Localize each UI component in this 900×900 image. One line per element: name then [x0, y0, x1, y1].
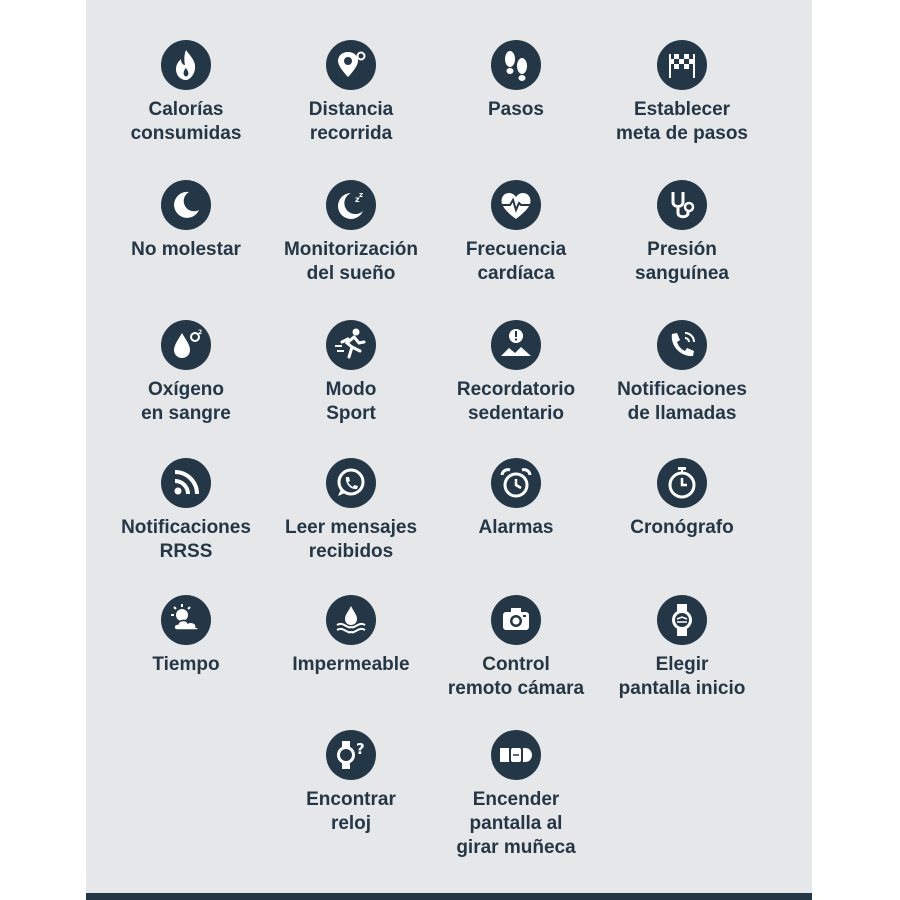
alarm-clock-icon: [491, 458, 541, 508]
feature-sport-mode: [271, 320, 431, 426]
water-drop-icon: [326, 595, 376, 645]
stopwatch-icon: [657, 458, 707, 508]
feature-camera-remote: [436, 595, 596, 701]
feature-do-not-disturb: [106, 180, 266, 262]
feature-label: Cronógrafo: [630, 517, 734, 538]
feature-label: Notificaciones RRSS: [121, 517, 251, 562]
feature-label: Pasos: [488, 99, 544, 120]
feature-label: Frecuencia cardíaca: [465, 239, 567, 284]
feature-label: Elegir pantalla inicio: [618, 654, 746, 699]
sleep-moon-icon: [326, 180, 376, 230]
weather-icon: [161, 595, 211, 645]
feature-label: Leer mensajes recibidos: [284, 517, 418, 562]
feature-label: Establecer meta de pasos: [616, 99, 748, 144]
feature-steps: [436, 40, 596, 122]
svg-text:?: ?: [356, 740, 365, 758]
sedentary-alert-icon: [491, 320, 541, 370]
phone-call-icon: [657, 320, 707, 370]
stethoscope-icon: [657, 180, 707, 230]
feature-sedentary-reminder: [436, 320, 596, 426]
feature-stopwatch: [602, 458, 762, 540]
feature-waterproof: [271, 595, 431, 677]
footprints-icon: [491, 40, 541, 90]
svg-text:z: z: [359, 191, 364, 199]
feature-weather: [106, 595, 266, 677]
feature-blood-pressure: [602, 180, 762, 286]
feature-label: Notificaciones de llamadas: [617, 379, 747, 424]
feature-label: Encontrar reloj: [306, 789, 396, 834]
feature-label: Calorías consumidas: [130, 99, 242, 144]
feature-distance: [271, 40, 431, 146]
feature-social-notifications: [106, 458, 266, 564]
whatsapp-icon: [326, 458, 376, 508]
feature-label: Encender pantalla al girar muñeca: [456, 789, 576, 858]
runner-icon: [326, 320, 376, 370]
feature-label: No molestar: [131, 239, 241, 260]
feature-label: Monitorización del sueño: [283, 239, 419, 284]
feature-heart-rate: [436, 180, 596, 286]
feature-label: Presión sanguínea: [635, 239, 729, 284]
feature-label: Distancia recorrida: [308, 99, 394, 144]
feature-label: Control remoto cámara: [447, 654, 585, 699]
feature-label: Modo Sport: [325, 379, 377, 424]
feature-raise-to-wake: [436, 730, 596, 860]
feature-calories: [106, 40, 266, 146]
rss-icon: [161, 458, 211, 508]
flame-icon: [161, 40, 211, 90]
feature-blood-oxygen: [106, 320, 266, 426]
oxygen-drop-icon: [161, 320, 211, 370]
svg-text:2: 2: [198, 329, 203, 336]
feature-read-messages: [271, 458, 431, 564]
feature-label: Oxígeno en sangre: [141, 379, 231, 424]
bottom-bar: [86, 893, 812, 900]
feature-label: Alarmas: [478, 517, 554, 538]
wrist-watch-icon: [491, 730, 541, 780]
features-panel: [86, 0, 812, 900]
find-watch-icon: [326, 730, 376, 780]
heart-pulse-icon: [491, 180, 541, 230]
camera-icon: [491, 595, 541, 645]
location-pin-icon: [326, 40, 376, 90]
checkered-flag-icon: [657, 40, 707, 90]
moon-icon: [161, 180, 211, 230]
feature-find-watch: [271, 730, 431, 836]
feature-call-notifications: [602, 320, 762, 426]
feature-sleep-monitor: [271, 180, 431, 286]
feature-label: Impermeable: [292, 654, 410, 675]
feature-alarms: [436, 458, 596, 540]
watch-face-icon: [657, 595, 707, 645]
svg-text:z: z: [355, 195, 360, 204]
feature-step-goal: [602, 40, 762, 146]
feature-label: Recordatorio sedentario: [456, 379, 576, 424]
feature-choose-home-screen: [602, 595, 762, 701]
feature-label: Tiempo: [152, 654, 220, 675]
